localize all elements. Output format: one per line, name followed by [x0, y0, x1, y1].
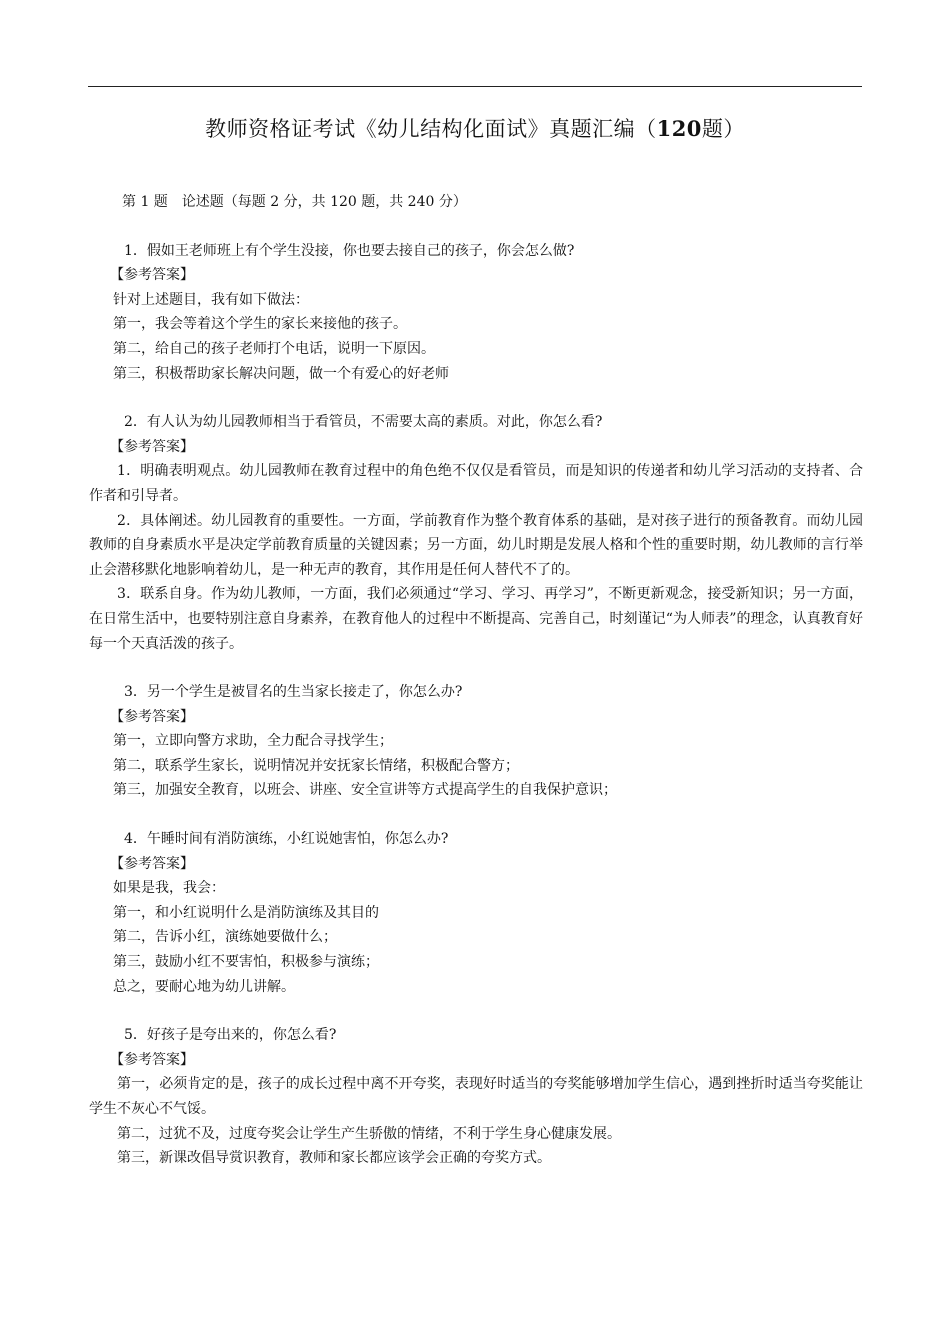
title-number: 120 — [656, 116, 702, 141]
question-2: 2．有人认为幼儿园教师相当于看管员，不需要太高的素质。对此，你怎么看? — [124, 414, 603, 431]
page-title: 教师资格证考试《幼儿结构化面试》真题汇编（120题） — [205, 116, 745, 141]
answer-label: 【参考答案】 — [110, 1051, 194, 1068]
answer-label: 【参考答案】 — [110, 708, 194, 725]
answer-label: 【参考答案】 — [110, 267, 194, 284]
answer-line: 第二，给自己的孩子老师打个电话，说明一下原因。 — [113, 340, 435, 357]
question-4: 4．午睡时间有消防演练，小红说她害怕，你怎么办? — [124, 831, 449, 848]
answer-paragraph: 3．联系自身。作为幼儿教师，一方面，我们必须通过“学习、学习、再学习”，不断更新观念，接受新知识；另一方面，在日常生活中，也要特别注意自身素养，在教育他人的过程中不断提高、完善自己，时刻谨记“为人师表”的理念，认真教育好每一个天真活泼的孩子。 — [89, 586, 863, 652]
question-5: 5．好孩子是夸出来的，你怎么看? — [124, 1027, 337, 1044]
header-rule — [88, 86, 862, 87]
answer-label: 【参考答案】 — [110, 855, 194, 872]
answer-paragraph: 1．明确表明观点。幼儿园教师在教育过程中的角色绝不仅仅是看管员，而是知识的传递者和幼儿学习活动的支持者、合作者和引导者。 — [89, 463, 863, 504]
answer-paragraph: 第二，过犹不及，过度夸奖会让学生产生骄傲的情绪，不利于学生身心健康发展。 — [117, 1125, 621, 1142]
answer-paragraph: 第一，必须肯定的是，孩子的成长过程中离不开夸奖，表现好时适当的夸奖能够增加学生信心，遇到挫折时适当夸奖能让学生不灰心不气馁。 — [89, 1076, 863, 1117]
answer-line: 针对上述题目，我有如下做法： — [113, 291, 309, 308]
answer-line: 第二，告诉小红，演练她要做什么； — [113, 929, 337, 946]
answer-line: 第一，立即向警方求助，全力配合寻找学生； — [113, 733, 393, 750]
answer-line: 第三，鼓励小红不要害怕，积极参与演练； — [113, 954, 379, 971]
answer-line: 第三，积极帮助家长解决问题，做一个有爱心的好老师 — [113, 365, 449, 382]
answer-paragraph: 第三，新课改倡导赏识教育，教师和家长都应该学会正确的夸奖方式。 — [117, 1150, 551, 1167]
answer-line: 第一，我会等着这个学生的家长来接他的孩子。 — [113, 316, 407, 333]
section-heading: 第 1 题 论述题（每题 2 分，共 120 题，共 240 分） — [122, 194, 467, 210]
answer-line: 第三，加强安全教育，以班会、讲座、安全宣讲等方式提高学生的自我保护意识； — [113, 782, 617, 799]
question-3: 3．另一个学生是被冒名的生当家长接走了，你怎么办? — [124, 684, 463, 701]
answer-label: 【参考答案】 — [110, 438, 194, 455]
answer-line: 第一，和小红说明什么是消防演练及其目的 — [113, 904, 379, 921]
answer-line: 第二，联系学生家长，说明情况并安抚家长情绪，积极配合警方； — [113, 757, 519, 774]
answer-line: 总之，要耐心地为幼儿讲解。 — [113, 978, 295, 995]
document-body — [89, 190, 863, 1171]
answer-paragraph: 2．具体阐述。幼儿园教育的重要性。一方面，学前教育作为整个教育体系的基础，是对孩子进行的预备教育。而幼儿园教师的自身素质水平是决定学前教育质量的关键因素；另一方面，幼儿时期是发展人格和个性的重要时期，幼儿教师的言行举止会潜移默化地影响着幼儿，是一种无声的教育，其作用是任何人替代不了的。 — [89, 512, 863, 578]
question-1: 1．假如王老师班上有个学生没接，你也要去接自己的孩子，你会怎么做? — [124, 242, 575, 259]
answer-line: 如果是我，我会： — [113, 880, 225, 897]
